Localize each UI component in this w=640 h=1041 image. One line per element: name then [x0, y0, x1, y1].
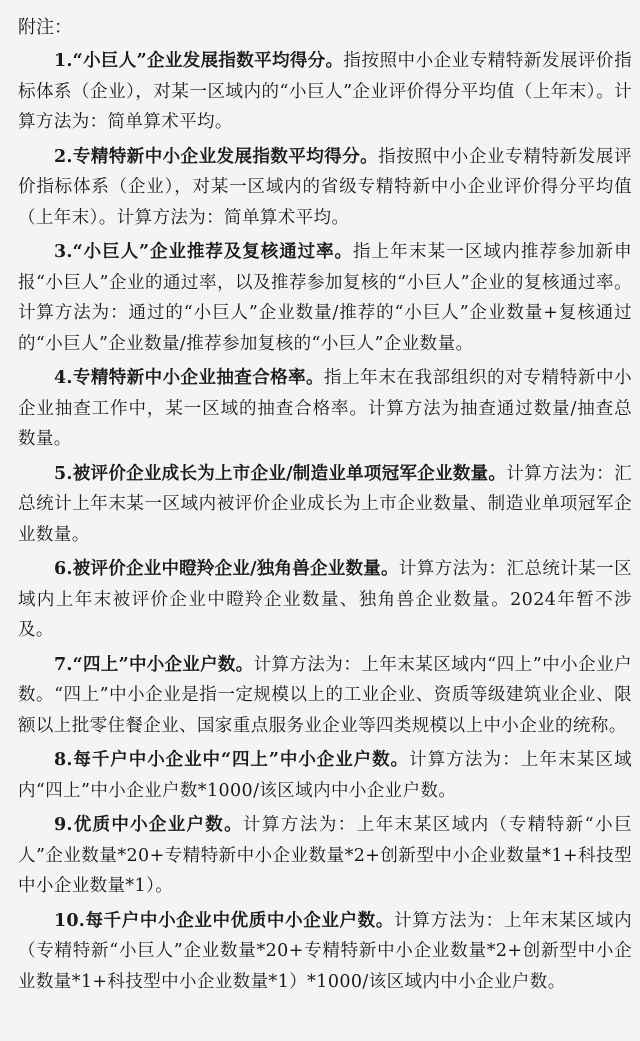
note-title: 10.每千户中小企业中优质中小企业户数。: [54, 910, 394, 931]
note-item-1: [18, 46, 632, 138]
note-body: 指按照中小企业专精特新发展评价指标体系（企业），对某一区域内的“小巨人”企业评价得分平均值（上年末）。计算方法为：简单算术平均。: [18, 51, 632, 132]
note-body: 计算方法为：上年末某区域内（专精特新“小巨人”企业数量*20+专精特新中小企业数量*2+创新型中小企业数量*1+科技型中小企业数量*1）*1000/该区域内中小企业户数。: [18, 910, 632, 992]
note-body: 指上年末在我部组织的对专精特新中小企业抽查工作中，某一区域的抽查合格率。计算方法为抽查通过数量/抽查总数量。: [18, 368, 632, 449]
note-title: 9.优质中小企业户数。: [54, 815, 243, 835]
note-item-6: [18, 554, 632, 646]
note-body: 指按照中小企业专精特新发展评价指标体系（企业），对某一区域内的省级专精特新中小企业评价得分平均值（上年末）。计算方法为：简单算术平均。: [18, 146, 632, 228]
note-item-2: [18, 142, 632, 234]
note-title: 8.每千户中小企业中“四上”中小企业户数。: [54, 750, 409, 770]
note-item-5: [18, 459, 632, 551]
note-title: 6.被评价企业中瞪羚企业/独角兽企业数量。: [54, 559, 399, 579]
note-body: 计算方法为：上年末某区域内“四上”中小企业户数。“四上”中小企业是指一定规模以上的工业企业、资质等级建筑业企业、限额以上批零住餐企业、国家重点服务业企业等四类规模以上中小企业的统称。: [18, 654, 632, 736]
note-body: 指上年末某一区域内推荐参加新申报“小巨人”企业的通过率，以及推荐参加复核的“小巨人”企业的复核通过率。计算方法为：通过的“小巨人”企业数量/推荐的“小巨人”企业数量+复核通过的“小巨人”企业数量/推荐参加复核的“小巨人”企业数量。: [18, 242, 632, 354]
note-item-9: [18, 810, 632, 902]
note-item-10: [18, 906, 632, 998]
note-body: 计算方法为：汇总统计某一区域内上年末被评价企业中瞪羚企业数量、独角兽企业数量。2024年暂不涉及。: [18, 559, 633, 640]
note-body: 计算方法为：汇总统计上年末某一区域内被评价企业成长为上市企业数量、制造业单项冠军企业数量。: [18, 463, 632, 545]
note-title: 1.“小巨人”企业发展指数平均得分。: [54, 51, 344, 71]
notes-heading: 附注：: [18, 17, 72, 38]
note-body: 计算方法为：上年末某区域内（专精特新“小巨人”企业数量*20+专精特新中小企业数量*2+创新型中小企业数量*1+科技型中小企业数量*1）。: [18, 815, 632, 896]
note-title: 2.专精特新中小企业发展指数平均得分。: [54, 146, 379, 167]
note-title: 3.“小巨人”企业推荐及复核通过率。: [54, 242, 353, 262]
note-title: 5.被评价企业成长为上市企业/制造业单项冠军企业数量。: [54, 463, 507, 484]
note-body: 计算方法为：上年末某区域内“四上”中小企业户数*1000/该区域内中小企业户数。: [18, 750, 632, 801]
note-title: 4.专精特新中小企业抽查合格率。: [54, 368, 324, 388]
note-item-3: [18, 237, 632, 359]
note-title: 7.“四上”中小企业户数。: [54, 654, 254, 675]
note-item-7: [18, 650, 632, 742]
note-item-8: [18, 745, 632, 806]
note-item-4: [18, 363, 632, 455]
